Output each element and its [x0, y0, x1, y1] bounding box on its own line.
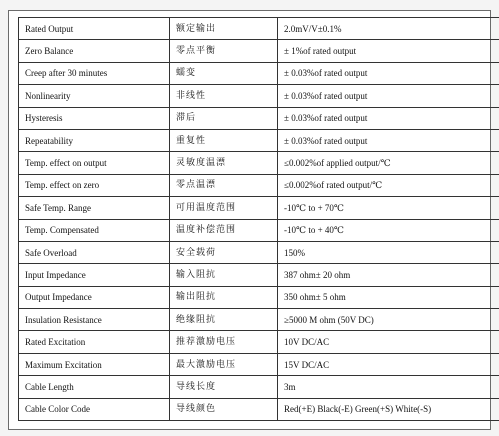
parameter-name: Insulation Resistance [19, 309, 170, 331]
parameter-name: Safe Overload [19, 241, 170, 263]
parameter-name-chinese: 零点温漂 [170, 174, 278, 196]
table-row [19, 62, 499, 84]
parameter-value: ± 0.03%of rated output [278, 107, 499, 129]
parameter-name-chinese: 温度补偿范围 [170, 219, 278, 241]
table-row [19, 18, 499, 40]
table-row [19, 353, 499, 375]
table-row [19, 197, 499, 219]
parameter-name-chinese: 重复性 [170, 129, 278, 151]
table-row [19, 107, 499, 129]
parameter-name: Output Impedance [19, 286, 170, 308]
table-row [19, 174, 499, 196]
parameter-value: -10℃ to + 40℃ [278, 219, 499, 241]
parameter-value: 10V DC/AC [278, 331, 499, 353]
table-row [19, 398, 499, 420]
parameter-name-chinese: 输出阻抗 [170, 286, 278, 308]
parameter-value: 387 ohm± 20 ohm [278, 264, 499, 286]
parameter-value: ≤0.002%of rated output/℃ [278, 174, 499, 196]
parameter-name-chinese: 导线长度 [170, 376, 278, 398]
parameter-name: Temp. effect on zero [19, 174, 170, 196]
spec-table-frame [8, 10, 491, 430]
parameter-name-chinese: 滞后 [170, 107, 278, 129]
parameter-name-chinese: 导线颜色 [170, 398, 278, 420]
parameter-name: Temp. effect on output [19, 152, 170, 174]
parameter-value: 150% [278, 241, 499, 263]
table-row [19, 264, 499, 286]
parameter-name: Safe Temp. Range [19, 197, 170, 219]
parameter-name-chinese: 非线性 [170, 85, 278, 107]
parameter-name-chinese: 绝缘阻抗 [170, 309, 278, 331]
table-row [19, 331, 499, 353]
table-row [19, 219, 499, 241]
parameter-value: ± 1%of rated output [278, 40, 499, 62]
table-row [19, 309, 499, 331]
parameter-value: ≤0.002%of applied output/℃ [278, 152, 499, 174]
parameter-name: Cable Length [19, 376, 170, 398]
parameter-name: Rated Excitation [19, 331, 170, 353]
table-row [19, 152, 499, 174]
parameter-name-chinese: 推荐激励电压 [170, 331, 278, 353]
parameter-value: 2.0mV/V±0.1% [278, 18, 499, 40]
parameter-value: -10℃ to + 70℃ [278, 197, 499, 219]
table-row [19, 129, 499, 151]
parameter-name: Zero Balance [19, 40, 170, 62]
parameter-name-chinese: 可用温度范围 [170, 197, 278, 219]
parameter-value: Red(+E) Black(-E) Green(+S) White(-S) [278, 398, 499, 420]
parameter-name: Cable Color Code [19, 398, 170, 420]
parameter-name: Rated Output [19, 18, 170, 40]
parameter-name: Temp. Compensated [19, 219, 170, 241]
parameter-name: Maximum Excitation [19, 353, 170, 375]
table-row [19, 40, 499, 62]
parameter-value: ± 0.03%of rated output [278, 85, 499, 107]
table-row [19, 376, 499, 398]
parameter-name-chinese: 蠕变 [170, 62, 278, 84]
parameter-name-chinese: 输入阻抗 [170, 264, 278, 286]
parameter-name-chinese: 灵敏度温漂 [170, 152, 278, 174]
parameter-name-chinese: 额定输出 [170, 18, 278, 40]
table-row [19, 241, 499, 263]
parameter-value: ± 0.03%of rated output [278, 129, 499, 151]
parameter-name: Creep after 30 minutes [19, 62, 170, 84]
parameter-name-chinese: 零点平衡 [170, 40, 278, 62]
table-row [19, 286, 499, 308]
spec-table [18, 17, 499, 421]
parameter-value: ± 0.03%of rated output [278, 62, 499, 84]
parameter-name: Nonlinearity [19, 85, 170, 107]
table-row [19, 85, 499, 107]
parameter-value: ≥5000 M ohm (50V DC) [278, 309, 499, 331]
parameter-name-chinese: 最大激励电压 [170, 353, 278, 375]
parameter-value: 350 ohm± 5 ohm [278, 286, 499, 308]
parameter-name-chinese: 安全载荷 [170, 241, 278, 263]
parameter-name: Repeatability [19, 129, 170, 151]
spec-table-body [19, 18, 499, 421]
parameter-name: Input Impedance [19, 264, 170, 286]
parameter-name: Hysteresis [19, 107, 170, 129]
parameter-value: 15V DC/AC [278, 353, 499, 375]
parameter-value: 3m [278, 376, 499, 398]
